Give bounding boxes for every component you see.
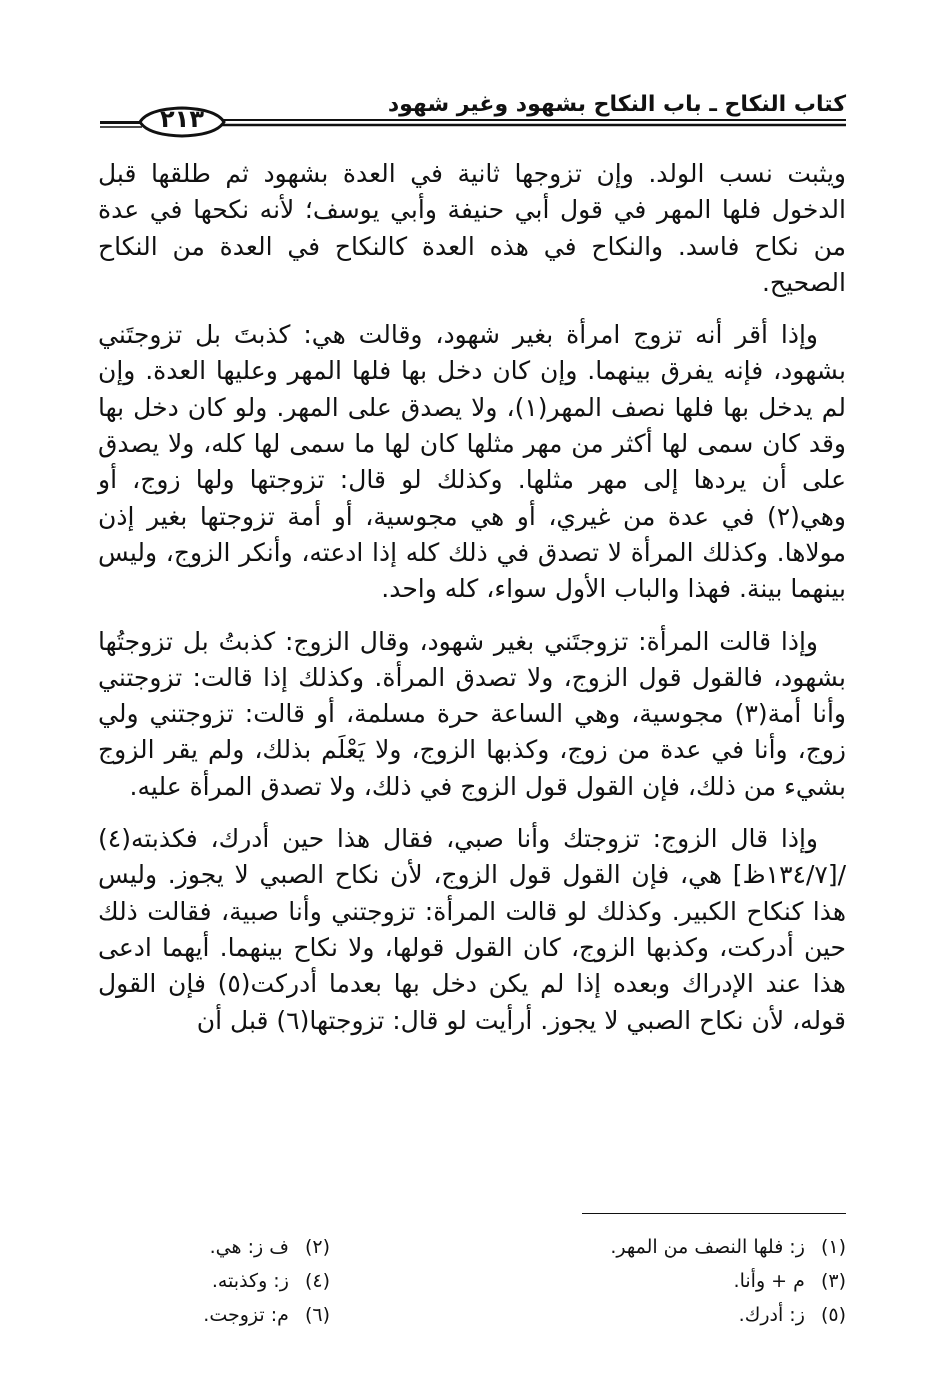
paragraph-3: وإذا قالت المرأة: تزوجتَني بغير شهود، وقال الزوج: كذبتُ بل تزوجتُها بشهود، فالقول قول الزوج، ولا تصدق المرأة. وكذلك إذا قالت: تزوجتني وأنا أمة(٣) مجوسية، وهي الساعة حرة مسلمة، أو قالت: تزوجتني ولي زوج، وأنا في عدة من زوج، وكذبها الزوج، ولا يَعْلَم بذلك، ولم يقر الزوج بشيء من ذلك، فإن القول قول الزوج في ذلك، ولا تصدق المرأة عليه. [98, 626, 846, 801]
footnote-text: ف ز: هي. [209, 1236, 289, 1258]
footnote-text: م: تزوجت. [203, 1304, 289, 1326]
running-title: كتاب النكاح ـ باب النكاح بشهود وغير شهود [387, 92, 846, 117]
paragraph-1: ويثبت نسب الولد. وإن تزوجها ثانية في العدة بشهود ثم طلقها قبل الدخول فلها المهر في قول أبي حنيفة وأبي يوسف؛ لأنه نكحها في عدة من نكاح فاسد. والنكاح في هذه العدة كالنكاح في العدة من النكاح الصحيح. [98, 159, 846, 297]
footnote-number: (٤) [304, 1270, 330, 1292]
footnote-2 [140, 1230, 330, 1264]
footnote-row [140, 1230, 846, 1264]
footnote-row [140, 1298, 846, 1332]
footnote-number: (٦) [304, 1304, 330, 1326]
footnote-number: (٣) [820, 1270, 846, 1292]
footnote-number: (٥) [820, 1304, 846, 1326]
footnote-5 [546, 1298, 846, 1332]
footnote-number: (١) [820, 1236, 846, 1258]
paragraph-2: وإذا أقر أنه تزوج امرأة بغير شهود، وقالت هي: كذبتَ بل تزوجتَني بشهود، فإنه يفرق بينهما. وإن كان دخل بها فلها المهر وعليها العدة. وإن لم يدخل بها فلها نصف المهر(١)، ولا يصدق على المهر. ولو كان دخل بها وقد كان سمى لها أكثر من مهر مثلها كان لها ما سمى لها كله، ولا يصدق على أن يردها إلى مهر مثلها. وكذلك لو قال: تزوجتها ولها زوج، أو وهي(٢) في عدة من غيري، أو هي مجوسية، أو أمة تزوجتها بغير إذن مولاها. وكذلك المرأة لا تصدق في ذلك كله إذا ادعته، وأنكر الزوج، وليس بينهما بينة. فهذا والباب الأول سواء، كله واحد. [98, 320, 846, 604]
main-text [98, 156, 846, 1055]
footnote-1 [546, 1230, 846, 1264]
paragraph-4: وإذا قال الزوج: تزوجتك وأنا صبي، فقال هذا حين أدرك، فكذبته(٤) /[١٣٤/٧ظ] هي، فإن القول قول الزوج، لأن نكاح الصبي لا يجوز. وليس هذا كنكاح الكبير. وكذلك لو قالت المرأة: تزوجتني وأنا صبية، فقالت ذلك حين أدركت، وكذبها الزوج، كان القول قولها، ولا نكاح بينهما. أيهما ادعى هذا عند الإدراك وبعده إذا لم يكن دخل بها بعدما أدركت(٥) فإن القول قوله، لأن نكاح الصبي لا يجوز. أرأيت لو قال: تزوجتها(٦) قبل أن [98, 824, 846, 1035]
footnote-text: ز: فلها النصف من المهر. [610, 1236, 805, 1258]
footnote-text: ز: أدرك. [738, 1304, 805, 1326]
footnote-row [140, 1264, 846, 1298]
footnotes [140, 1230, 846, 1332]
footnote-text: م + وأنا. [733, 1270, 805, 1292]
page-header [100, 92, 846, 142]
footnote-text: ز: وكذبته. [211, 1270, 289, 1292]
footnote-separator [582, 1213, 846, 1214]
footnote-3 [546, 1264, 846, 1298]
page-number: ٢١٣ [160, 105, 204, 133]
footnote-number: (٢) [304, 1236, 330, 1258]
footnote-6 [140, 1298, 330, 1332]
footnote-4 [140, 1264, 330, 1298]
